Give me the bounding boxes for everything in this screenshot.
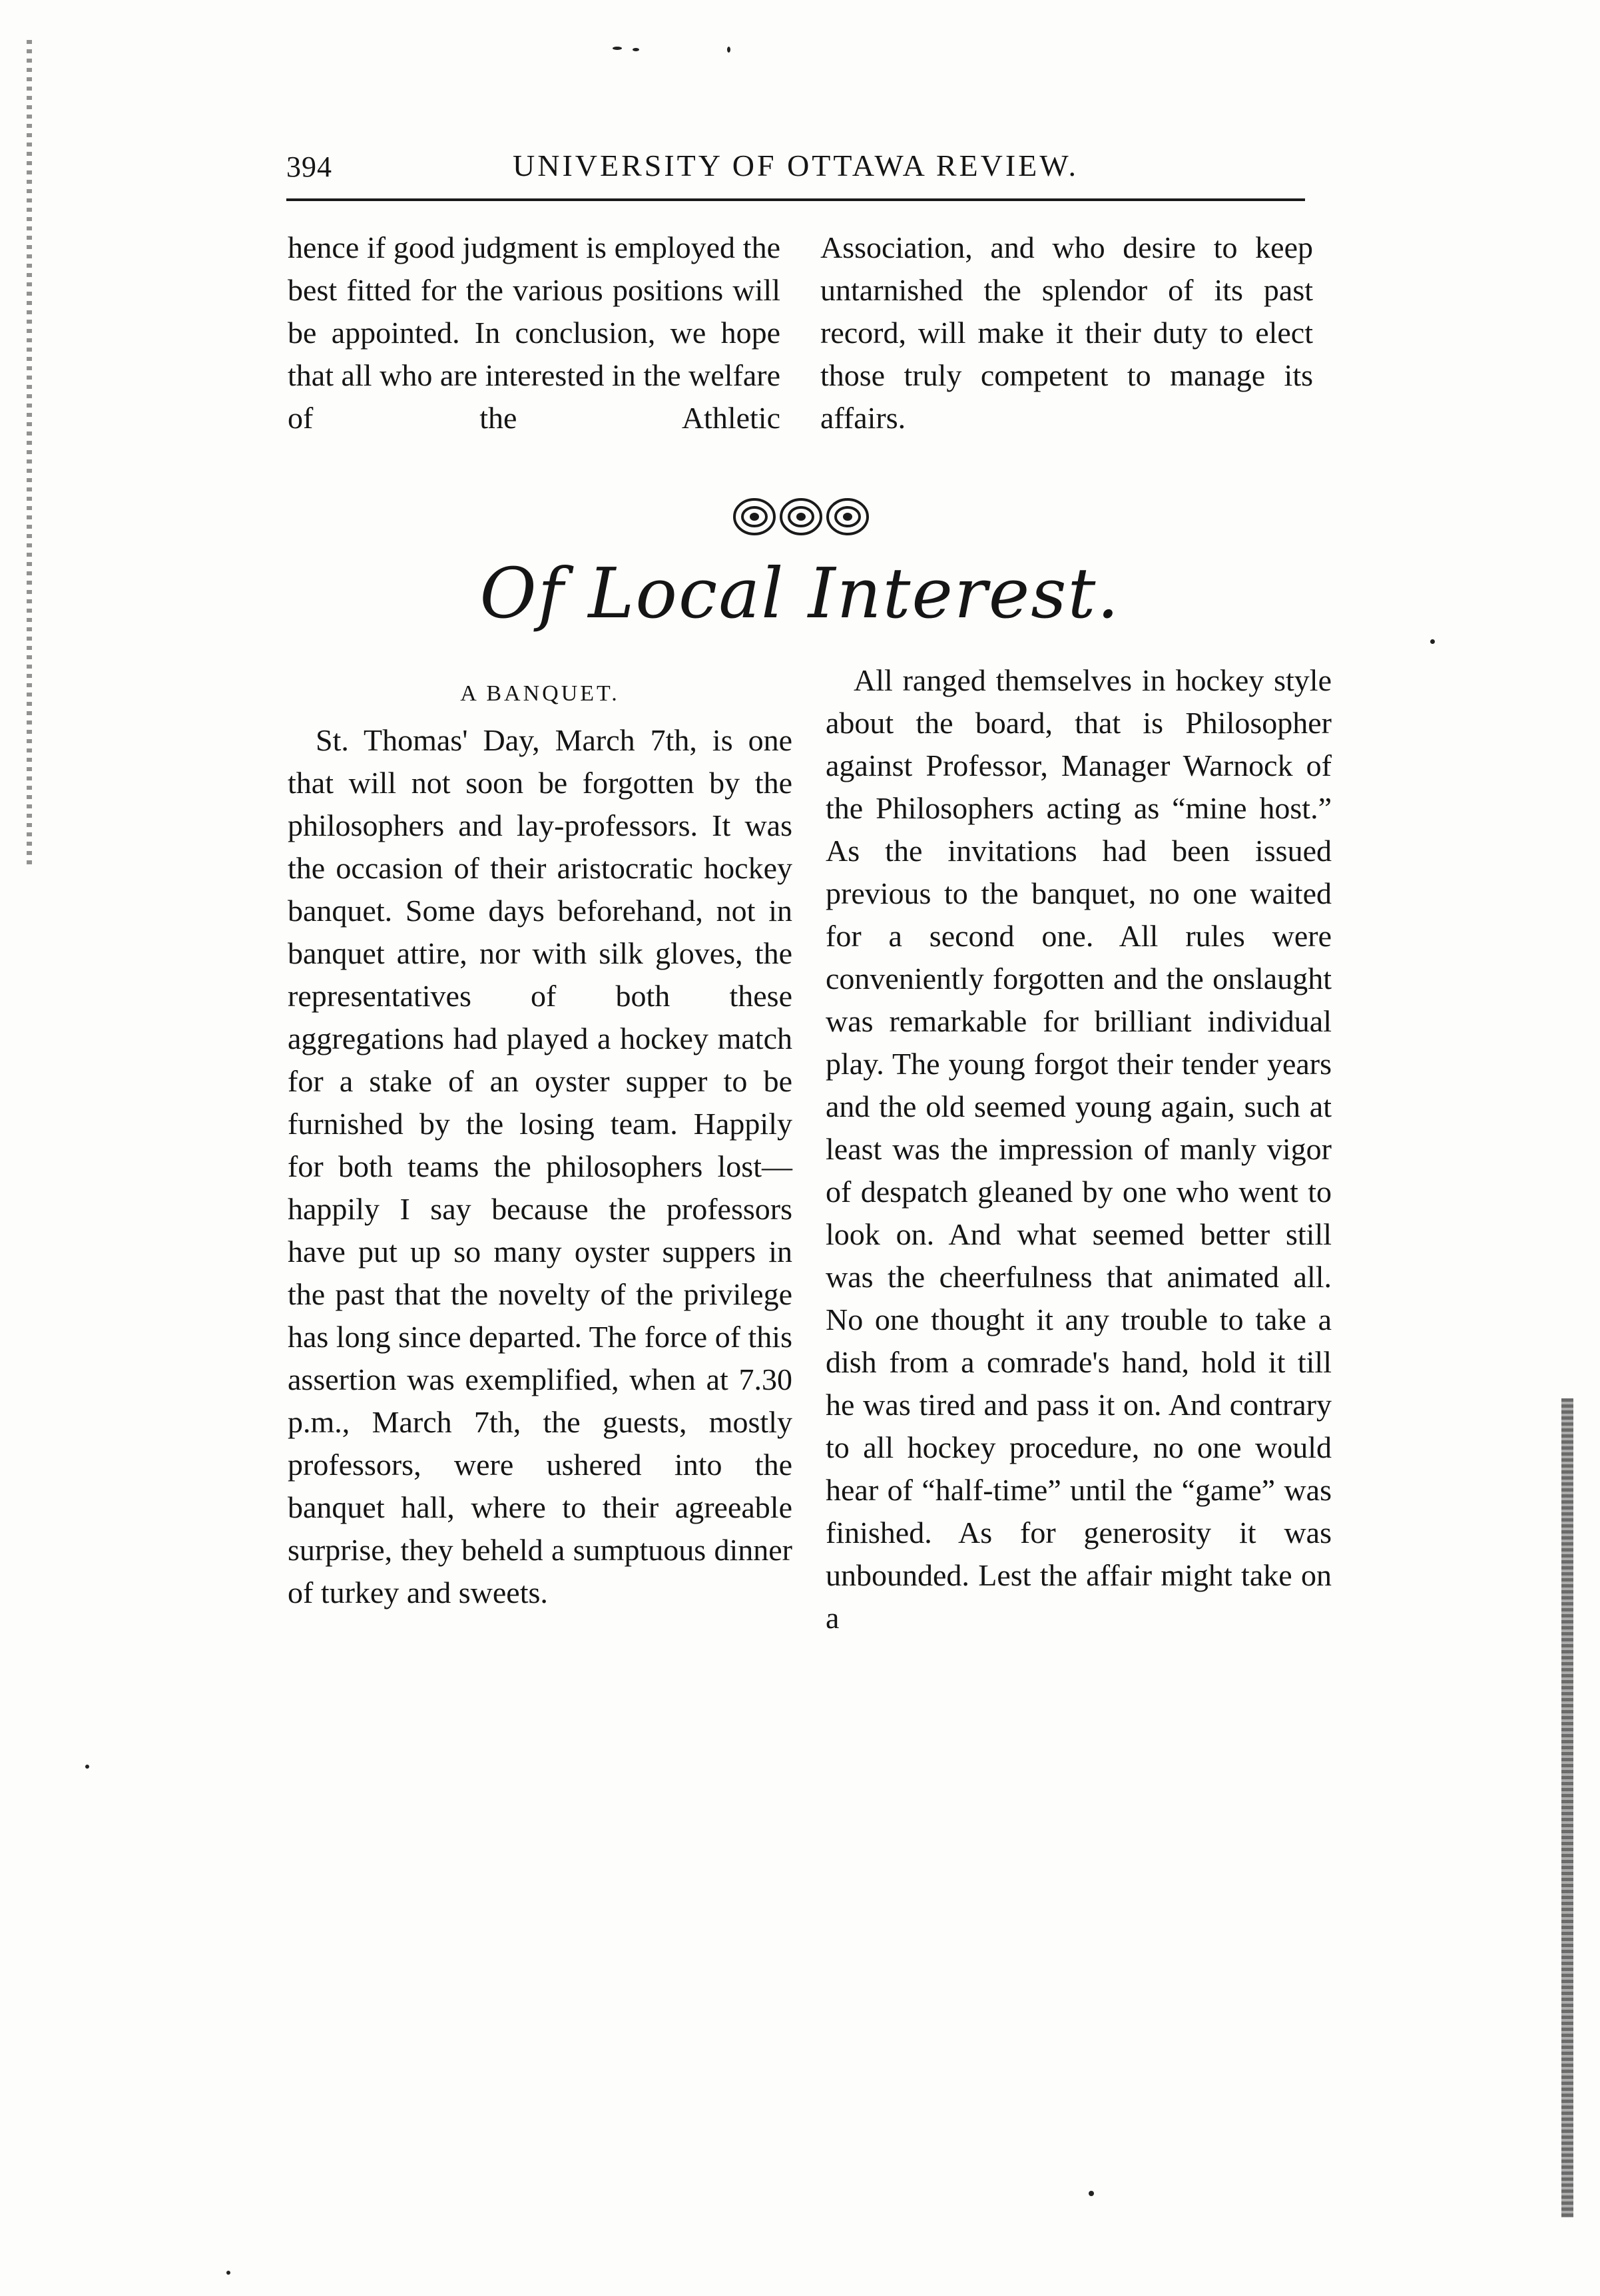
- ornament-divider: [731, 493, 871, 541]
- continued-column-right: [820, 226, 1313, 439]
- scan-edge-right: [1561, 1398, 1573, 2217]
- page-number: 394: [286, 150, 332, 183]
- scan-speck: [633, 48, 639, 51]
- scan-speck: [613, 47, 622, 50]
- article-column-left: [288, 673, 792, 1614]
- article-text-left: St. Thomas' Day, March 7th, is one that will not soon be forgotten by the philosophers and lay-professors. It was the occasion of their aristocratic hockey banquet. Some days beforehand, not in banquet attire, nor with silk gloves, the representatives of both these aggregations had played a hockey match for a stake of an oyster supper to be furnished by the losing team. Happily for both teams the philosophers lost—happily I say because the professors have put up so many oyster suppers in the past that the novelty of the privilege has long since departed. The force of this assertion was exemplified, when at 7.30 p.m., March 7th, the guests, mostly professors, were ushered into the banquet hall, where to their agreeable surprise, they beheld a sumptuous dinner of turkey and sweets.: [288, 723, 792, 1609]
- scan-speck: [85, 1765, 89, 1769]
- header-rule: [286, 198, 1305, 201]
- section-heading: Of Local Interest.: [479, 553, 1121, 634]
- scan-speck: [226, 2271, 230, 2275]
- continued-column-left: [288, 226, 780, 439]
- continued-text-right: Association, and who desire to keep untarnished the splendor of its past record, will make it their duty to elect those truly competent to manage its affairs.: [820, 230, 1313, 435]
- scan-speck: [1430, 639, 1435, 644]
- article-text-right: All ranged themselves in hockey style about the board, that is Philosopher against Professor, Manager Warnock of the Philosophers acting as “mine host.” As the invitations had been issued previous to the banquet, no one waited for a second one. All rules were conveniently forgotten and the onslaught was remarkable for brilliant individual play. The young forgot their tender years and the old seemed young again, such at least was the impression of manly vigor of despatch gleaned by one who went to look on. And what seemed better still was the cheerfulness that animated all. No one thought it any trouble to take a dish from a comrade's hand, hold it till he was tired and pass it on. And contrary to all hockey procedure, no one would hear of “half-time” until the “game” was finished. As for generosity it was unbounded. Lest the affair might take on a: [826, 663, 1332, 1635]
- running-title: UNIVERSITY OF OTTAWA REVIEW.: [513, 148, 1079, 182]
- article-subhead: A BANQUET.: [460, 681, 620, 706]
- scan-speck: [1089, 2191, 1094, 2196]
- article-column-right: [826, 659, 1332, 1639]
- scan-edge-left: [27, 40, 32, 866]
- scan-speck: [727, 47, 730, 53]
- continued-text-left: hence if good judgment is employed the best fitted for the various positions will be appointed. In conclusion, we hope that all who are interested in the welfare of the Athletic: [288, 230, 780, 435]
